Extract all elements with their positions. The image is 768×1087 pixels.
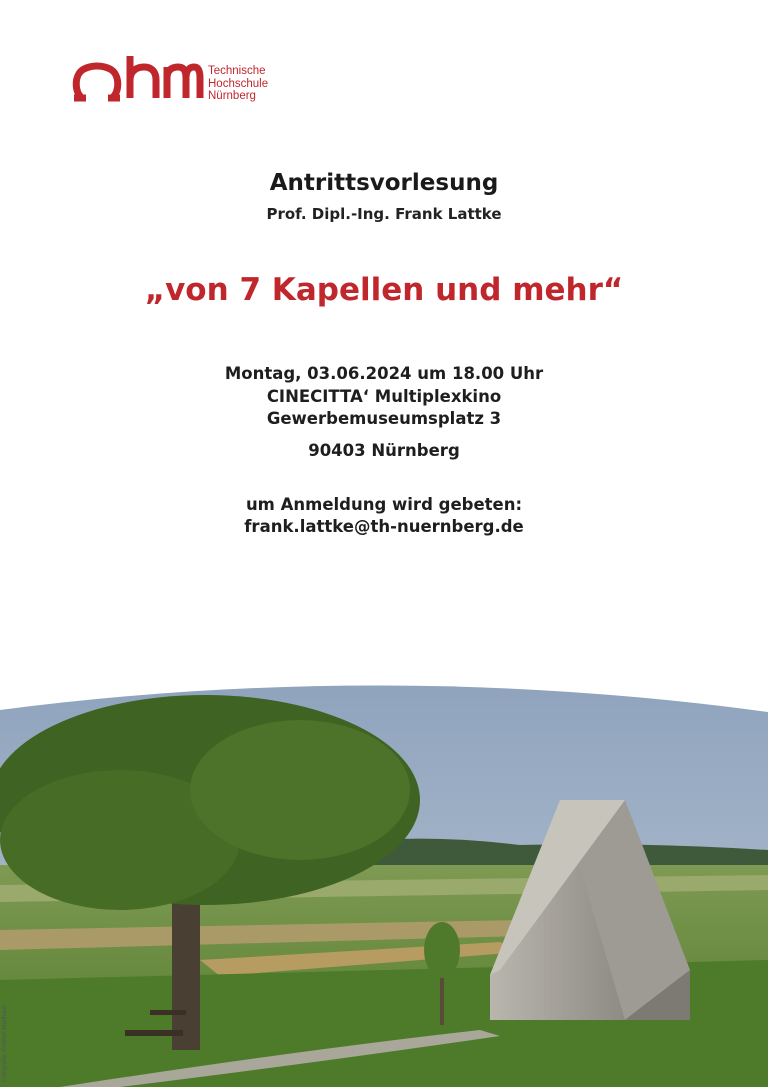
- event-type-heading: Antrittsvorlesung: [269, 170, 499, 196]
- registration-note: um Anmeldung wird gebeten:: [245, 495, 523, 514]
- event-date-time: Montag, 03.06.2024 um 18.00 Uhr: [224, 364, 544, 383]
- logo-line-2: Hochschule: [208, 77, 269, 90]
- logo-text: [208, 65, 268, 103]
- registration-email: frank.lattke@th-nuernberg.de: [244, 517, 524, 536]
- ohm-wordmark-logo: [72, 52, 204, 108]
- logo-line-1: Technische: [208, 65, 266, 77]
- lecture-title: „von 7 Kapellen und mehr“: [144, 272, 624, 308]
- chapel-landscape-photo: [0, 680, 768, 1087]
- speaker-name: Prof. Dipl.-Ing. Frank Lattke: [266, 205, 502, 223]
- th-nuernberg-logo: [72, 52, 292, 108]
- event-venue: CINECITTA‘ Multiplexkino: [266, 387, 502, 406]
- event-city: 90403 Nürnberg: [308, 441, 460, 460]
- photo-credit: Fotografie: Eckhart Matthäus: [2, 1004, 8, 1082]
- event-street: Gewerbemuseumsplatz 3: [266, 409, 502, 428]
- logo-line-3: Nürnberg: [208, 90, 256, 102]
